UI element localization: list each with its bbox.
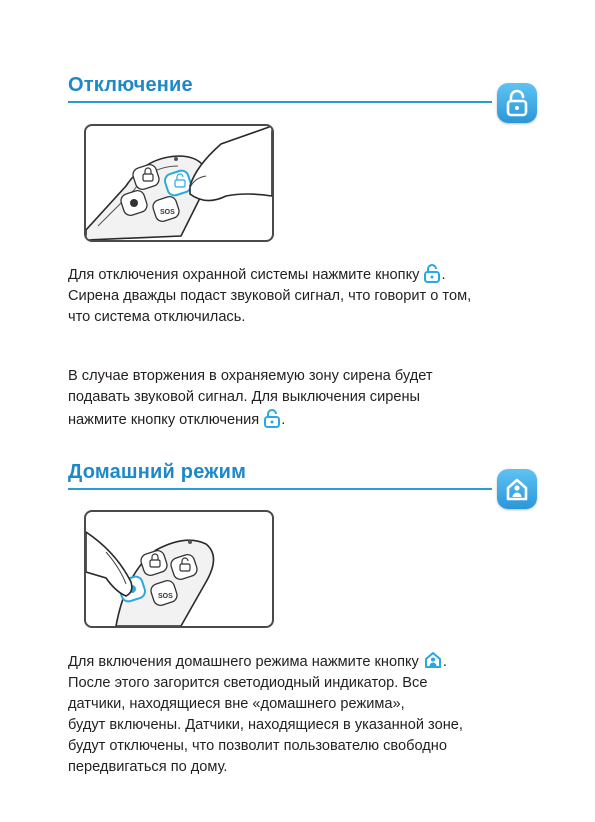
text-line: будут включены. Датчики, находящиеся в указанной зоне, xyxy=(68,717,463,733)
unlock-icon xyxy=(263,408,281,428)
home-mode-icon xyxy=(423,650,443,670)
text-line: Для отключения охранной системы нажмите кнопку xyxy=(68,267,420,283)
section-title-home-mode: Домашний режим xyxy=(68,461,247,483)
unlock-icon xyxy=(423,263,441,283)
text-line: подавать звуковой сигнал. Для выключения сирены xyxy=(68,389,421,405)
sos-label: SOS xyxy=(158,593,173,600)
sos-label: SOS xyxy=(160,209,175,216)
text-line: нажмите кнопку отключения xyxy=(68,412,260,428)
remote-disarm-photo xyxy=(84,124,274,242)
unlock-icon xyxy=(497,83,537,123)
text-line: Для включения домашнего режима нажмите кнопку xyxy=(68,654,419,670)
home-mode-icon xyxy=(497,469,537,509)
remote-home-mode-photo xyxy=(84,510,274,628)
section-divider xyxy=(68,488,492,490)
home-mode-paragraph: Для включения домашнего режима нажмите кнопку . После этого загорится светодиодный индикатор. Все датчики, находящиеся вне «домашнего режима», будут включены. Датчики, находящиеся в указанной зоне, будут отключены, что позволит пользователю свободно передвигаться по дому. xyxy=(68,650,538,778)
section-divider xyxy=(68,101,492,103)
text-line: передвигаться по дому. xyxy=(68,759,228,775)
text-line: Сирена дважды подаст звуковой сигнал, что говорит о том, xyxy=(68,288,472,304)
text-line: будут отключены, что позволит пользователю свободно xyxy=(68,738,447,754)
text-line: датчики, находящиеся вне «домашнего режима», xyxy=(68,696,405,712)
section-title-disarm: Отключение xyxy=(68,74,193,96)
text-line: После этого загорится светодиодный индикатор. Все xyxy=(68,675,428,691)
disarm-paragraph-1: Для отключения охранной системы нажмите кнопку . Сирена дважды подаст звуковой сигнал, что говорит о том, что система отключилась. xyxy=(68,263,538,328)
disarm-paragraph-2: В случае вторжения в охраняемую зону сирена будет подавать звуковой сигнал. Для выключения сирены нажмите кнопку отключения . xyxy=(68,366,538,431)
text-line: что система отключилась. xyxy=(68,309,246,325)
text-line: В случае вторжения в охраняемую зону сирена будет xyxy=(68,368,433,384)
